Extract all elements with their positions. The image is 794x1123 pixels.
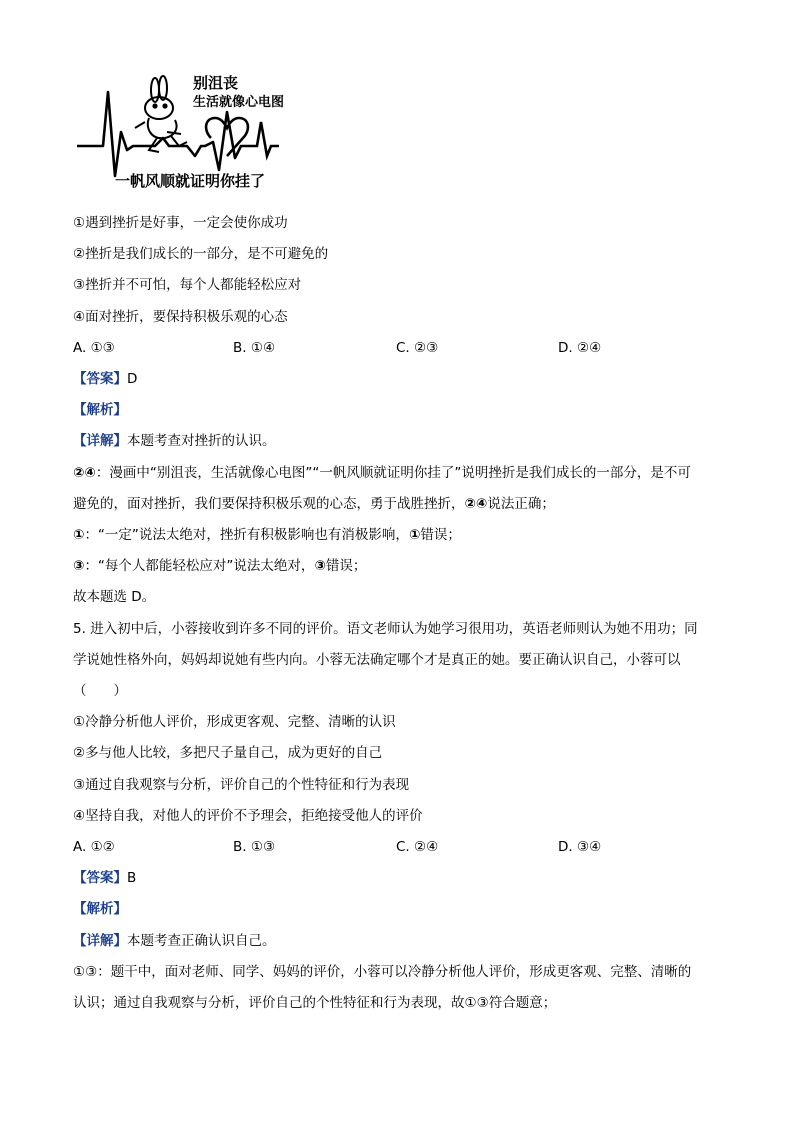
exp-label: ②④ bbox=[73, 465, 96, 481]
q4-analysis bbox=[73, 400, 127, 420]
q4-explanation-2 bbox=[73, 525, 461, 545]
detail-text: 本题考查正确认识自己。 bbox=[127, 933, 276, 949]
exp-text: ：漫画中“别沮丧，生活就像心电图”“一帆风顺就证明你挂了”说明挫折是我们成长的一部分，是不可 bbox=[95, 465, 691, 481]
exp-label: ③ bbox=[314, 558, 326, 574]
cartoon-illustration bbox=[75, 72, 307, 194]
analysis-tag: 【解析】 bbox=[73, 402, 127, 418]
detail-tag: 【详解】 bbox=[73, 433, 127, 449]
q5-item-2: ②多与他人比较，多把尺子量自己，成为更好的自己 bbox=[73, 745, 383, 761]
q5-stem-line2: 学说她性格外向，妈妈却说她有些内向。小蓉无法确定哪个才是真正的她。要正确认识自己，小蓉可以 bbox=[73, 652, 681, 668]
ecg-tail bbox=[251, 122, 279, 156]
q5-answer bbox=[73, 868, 136, 888]
heart-shape bbox=[206, 118, 248, 156]
exp-text: 错误； bbox=[325, 558, 367, 574]
q5-item-3: ③通过自我观察与分析，评价自己的个性特征和行为表现 bbox=[73, 777, 410, 793]
q4-option-a: A. ①③ bbox=[73, 340, 115, 356]
q5-option-a: A. ①② bbox=[73, 839, 115, 855]
caption-line2: 生活就像心电图 bbox=[193, 95, 285, 110]
q4-explanation-1 bbox=[73, 463, 691, 483]
q5-item-1: ①冷静分析他人评价，形成更客观、完整、清晰的认识 bbox=[73, 714, 396, 730]
answer-value: B bbox=[127, 870, 137, 886]
q4-explanation-3 bbox=[73, 556, 366, 576]
q5-analysis bbox=[73, 899, 127, 919]
exp-label: ① bbox=[73, 527, 85, 543]
exp-text: 说法正确； bbox=[487, 496, 555, 512]
analysis-tag: 【解析】 bbox=[73, 901, 127, 917]
q4-option-b: B. ①④ bbox=[233, 340, 276, 356]
q5-option-c: C. ②④ bbox=[396, 839, 439, 855]
answer-tag: 【答案】 bbox=[73, 371, 127, 387]
q4-answer bbox=[73, 369, 137, 389]
q4-conclusion: 故本题选 D。 bbox=[73, 589, 156, 605]
q4-explanation-1-cont bbox=[73, 494, 555, 514]
q5-option-b: B. ①③ bbox=[233, 839, 276, 855]
detail-tag: 【详解】 bbox=[73, 933, 127, 949]
exp-text: ：“一定”说法太绝对，挫折有积极影响也有消极影响， bbox=[84, 527, 409, 543]
q4-item-3: ③挫折并不可怕，每个人都能轻松应对 bbox=[73, 277, 302, 293]
q4-item-4: ④面对挫折，要保持积极乐观的心态 bbox=[73, 309, 288, 325]
exp-label: ②④ bbox=[464, 496, 488, 512]
q5-stem-line3: （ ） bbox=[73, 683, 127, 699]
q4-item-2: ②挫折是我们成长的一部分，是不可避免的 bbox=[73, 246, 329, 262]
q4-option-d: D. ②④ bbox=[558, 340, 602, 356]
q4-detail bbox=[73, 431, 276, 451]
exp-text: 避免的，面对挫折，我们要保持积极乐观的心态，勇于战胜挫折， bbox=[73, 496, 465, 512]
q5-explanation-line1: ①③：题干中，面对老师、同学、妈妈的评价，小蓉可以冷静分析他人评价，形成更客观、完整、清晰的 bbox=[73, 964, 692, 980]
q5-option-d: D. ③④ bbox=[558, 839, 602, 855]
q5-explanation-line2: 认识；通过自我观察与分析，评价自己的个性特征和行为表现，故①③符合题意； bbox=[73, 995, 557, 1011]
exp-text: 错误； bbox=[420, 527, 461, 543]
caption-bottom: 一帆风顺就证明你挂了 bbox=[115, 172, 266, 190]
answer-value: D bbox=[127, 371, 138, 387]
ecg-cartoon-graphic bbox=[75, 72, 307, 194]
q5-stem-line1: 5. 进入初中后，小蓉接收到许多不同的评价。语文老师认为她学习很用功，英语老师则认为她不用功；同 bbox=[73, 621, 698, 637]
answer-tag: 【答案】 bbox=[73, 870, 127, 886]
exp-text: ：“每个人都能轻松应对”说法太绝对， bbox=[84, 558, 315, 574]
detail-text: 本题考查对挫折的认识。 bbox=[127, 433, 276, 449]
q4-option-c: C. ②③ bbox=[396, 340, 439, 356]
q4-item-1: ①遇到挫折是好事，一定会使你成功 bbox=[73, 215, 288, 231]
q5-detail bbox=[73, 931, 276, 951]
exp-label: ① bbox=[408, 527, 421, 543]
exp-label: ③ bbox=[73, 558, 85, 574]
caption-line1: 别沮丧 bbox=[193, 74, 239, 92]
q5-item-4: ④坚持自我，对他人的评价不予理会，拒绝接受他人的评价 bbox=[73, 808, 423, 824]
